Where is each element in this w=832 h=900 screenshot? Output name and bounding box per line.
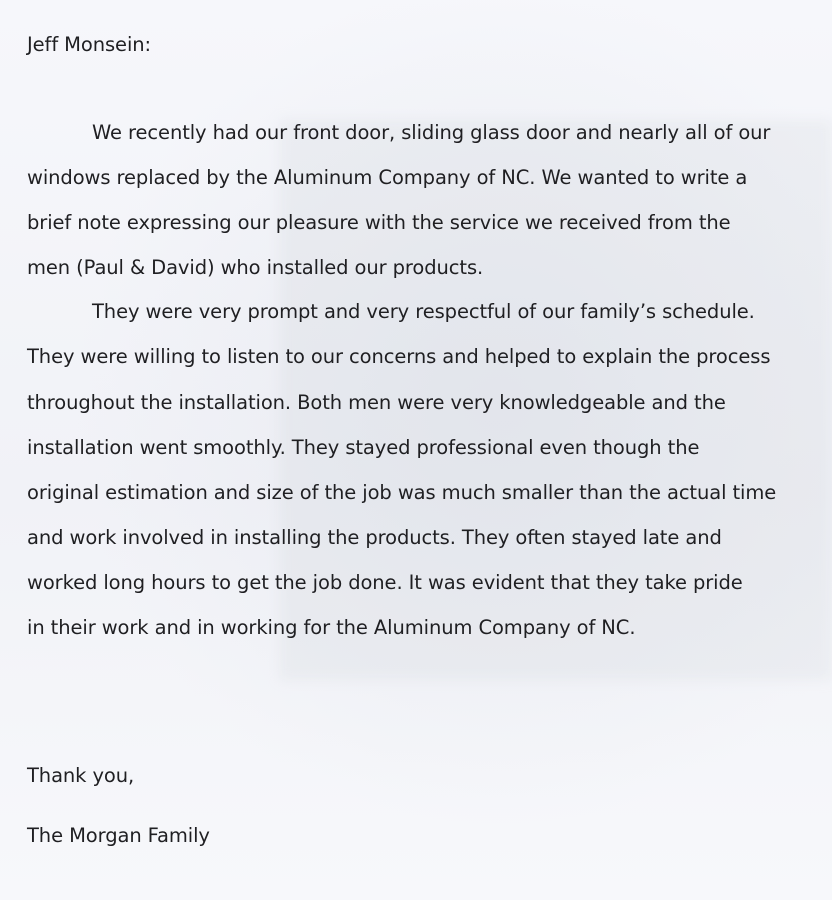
paragraph-2-line-4: installation went smoothly. They stayed professional even though the bbox=[27, 436, 700, 459]
paragraph-1-line-3: brief note expressing our pleasure with the service we received from the bbox=[27, 211, 731, 234]
paragraph-1-line-4: men (Paul & David) who installed our products. bbox=[27, 256, 484, 279]
paragraph-2-line-3: throughout the installation. Both men were very knowledgeable and the bbox=[27, 391, 726, 414]
closing: Thank you, bbox=[27, 764, 135, 787]
paragraph-2-line-5: original estimation and size of the job was much smaller than the actual time bbox=[27, 481, 777, 504]
paragraph-2-line-8: in their work and in working for the Aluminum Company of NC. bbox=[27, 616, 636, 639]
paragraph-1-line-2: windows replaced by the Aluminum Company of NC. We wanted to write a bbox=[27, 166, 748, 189]
paragraph-2-line-1: They were very prompt and very respectful of our family’s schedule. bbox=[92, 300, 755, 323]
paragraph-2-line-2: They were willing to listen to our concerns and helped to explain the process bbox=[27, 345, 771, 368]
paragraph-1-line-1: We recently had our front door, sliding glass door and nearly all of our bbox=[92, 121, 771, 144]
signature: The Morgan Family bbox=[27, 824, 210, 847]
paragraph-2-line-7: worked long hours to get the job done. It was evident that they take pride bbox=[27, 571, 743, 594]
salutation: Jeff Monsein: bbox=[27, 33, 151, 56]
paragraph-2-line-6: and work involved in installing the products. They often stayed late and bbox=[27, 526, 722, 549]
